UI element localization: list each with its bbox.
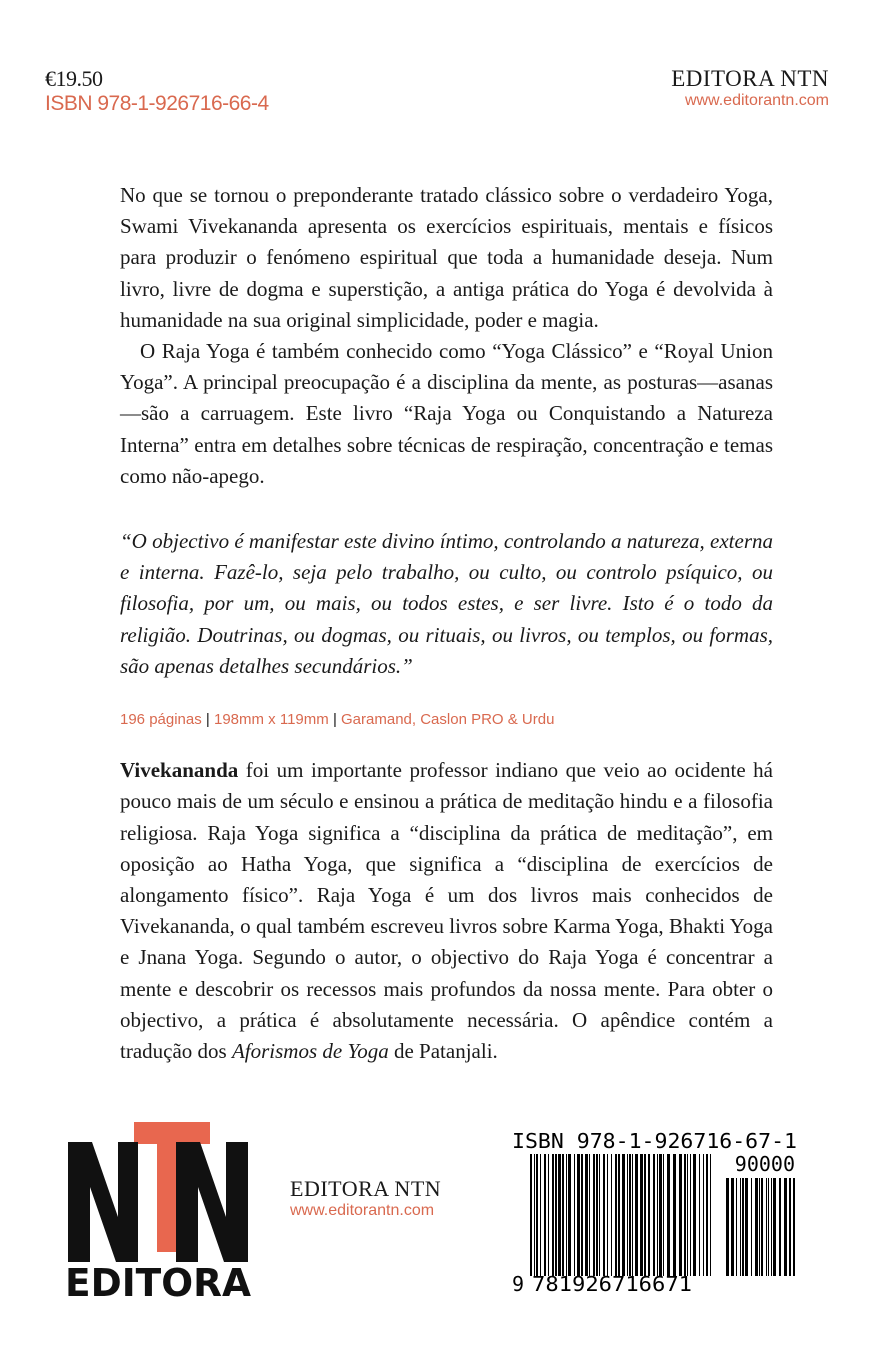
barcode-bar	[629, 1154, 631, 1276]
barcode-bar	[773, 1178, 776, 1276]
barcode-bar	[690, 1154, 691, 1276]
page-count: 196 páginas	[120, 711, 202, 729]
barcode-bars-addon	[726, 1178, 795, 1276]
barcode-bars-main	[530, 1154, 711, 1276]
isbn-barcode	[512, 1126, 802, 1296]
barcode-bar	[679, 1154, 682, 1276]
barcode-bar	[693, 1154, 696, 1276]
bio-text: foi um importante professor indiano que veio ao ocidente há pouco mais de um século e ensinou a prática de meditação hindu e a filosofia religiosa. Raja Yoga significa a “disciplina da prática de meditação”, em oposição ao Hatha Yoga, que significa a “disciplina de exercícios de alongamento físico”. Raja Yoga é um dos livros mais conhecidos de Vivekananda, o qual também escreveu livros sobre Karma Yoga, Bhakti Yoga e Jnana Yoga. Segundo o autor, o objectivo do Raja Yoga é concentrar a mente e descobrir os recessos mais profundos da nossa mente. Para obter o objectivo, a prática é absolutamente necessária. O apêndice contém a tradução dos	[120, 758, 773, 1064]
book-fonts: Garamand, Caslon PRO & Urdu	[341, 711, 555, 729]
barcode-bar	[540, 1154, 541, 1276]
author-name: Vivekananda	[120, 758, 239, 783]
barcode-bar	[566, 1154, 567, 1276]
barcode-bar	[603, 1154, 605, 1276]
barcode-first-digit: 9	[512, 1272, 525, 1296]
ntn-logo	[62, 1122, 252, 1297]
barcode-bar	[585, 1154, 588, 1276]
barcode-bar	[731, 1178, 734, 1276]
publisher-header	[671, 66, 829, 110]
barcode-bar	[740, 1178, 741, 1276]
barcode-bar	[742, 1178, 744, 1276]
barcode-bar	[544, 1154, 546, 1276]
barcode-bar	[745, 1178, 748, 1276]
synopsis-paragraph-2: O Raja Yoga é também conhecido como “Yoga Clássico” e “Royal Union Yoga”. A principal preocupação é a disciplina da mente, as posturas—asanas—são a carruagem. Este livro “Raja Yoga ou Conquistando a Natureza Interna” entra em detalhes sobre técnicas de respiração, concentração e temas como não-apego.	[120, 339, 773, 488]
quote: “O objectivo é manifestar este divino íntimo, controlando a natureza, externa e interna. Fazê-lo, seja pelo trabalho, ou culto, ou controlo psíquico, ou filosofia, por um, ou mais, ou todos estes, e ser livre. Isto é o todo da religião. Doutrinas, ou dogmas, ou rituais, ou livros, ou templos, ou formas, são apenas detalhes secundários.”	[120, 529, 773, 678]
barcode-bar	[793, 1178, 795, 1276]
barcode-bar	[768, 1178, 769, 1276]
barcode-bar	[673, 1154, 676, 1276]
barcode-bar	[611, 1154, 612, 1276]
barcode-bar	[761, 1178, 763, 1276]
barcode-bar	[687, 1154, 688, 1276]
barcode-bar	[644, 1154, 646, 1276]
svg-text:EDITORA: EDITORA	[65, 1261, 252, 1297]
barcode-bar	[622, 1154, 625, 1276]
barcode-bar	[607, 1154, 608, 1276]
publisher-name-footer: EDITORA NTN	[290, 1176, 442, 1201]
barcode-bar	[789, 1178, 791, 1276]
barcode-bar	[536, 1154, 538, 1276]
barcode-bar	[555, 1154, 557, 1276]
barcode-bar	[771, 1178, 772, 1276]
barcode-bar	[726, 1178, 729, 1276]
barcode-bar	[530, 1154, 532, 1276]
barcode-bar	[703, 1154, 704, 1276]
barcode-bar	[552, 1154, 554, 1276]
barcode-bar	[755, 1178, 758, 1276]
work-title: Aforismos de Yoga	[231, 1039, 389, 1064]
bio-text-end: de Patanjali.	[388, 1039, 498, 1064]
barcode-bar	[548, 1154, 549, 1276]
barcode-bar	[593, 1154, 595, 1276]
barcode-bar	[759, 1178, 760, 1276]
barcode-bar	[659, 1154, 662, 1276]
separator: |	[332, 711, 337, 729]
barcode-bar	[648, 1154, 650, 1276]
barcode-bar	[558, 1154, 561, 1276]
barcode-bar	[706, 1154, 708, 1276]
barcode-bar	[779, 1178, 781, 1276]
barcode-price-code: 90000	[734, 1152, 795, 1176]
barcode-bar	[653, 1154, 655, 1276]
barcode-bar	[599, 1154, 600, 1276]
barcode-bar	[640, 1154, 643, 1276]
barcode-bar	[736, 1178, 737, 1276]
barcode-bar	[766, 1178, 767, 1276]
publisher-url-footer: www.editorantn.com	[290, 1202, 435, 1219]
barcode-bar	[657, 1154, 658, 1276]
back-cover-text	[120, 180, 773, 1067]
barcode-bar	[589, 1154, 590, 1276]
barcode-bar	[618, 1154, 620, 1276]
book-specs	[120, 704, 773, 735]
price: €19.50	[45, 66, 103, 91]
barcode-bar	[577, 1154, 580, 1276]
barcode-bar	[684, 1154, 686, 1276]
book-size: 198mm x 119mm	[214, 711, 329, 729]
barcode-bar	[663, 1154, 664, 1276]
barcode-bar	[667, 1154, 670, 1276]
isbn-top: ISBN 978-1-926716-66-4	[45, 92, 269, 115]
publisher-url: www.editorantn.com	[684, 92, 829, 109]
barcode-bar	[596, 1154, 598, 1276]
barcode-bar	[568, 1154, 571, 1276]
barcode-bar	[751, 1178, 752, 1276]
publisher-name: EDITORA NTN	[671, 66, 829, 91]
barcode-digits: 781926716671	[532, 1272, 692, 1296]
synopsis-paragraph-1: No que se tornou o preponderante tratado clássico sobre o verdadeiro Yoga, Swami Vivekananda apresenta os exercícios espirituais, mentais e físicos para produzir o fenómeno espiritual que toda a humanidade deseja. Num livro, livre de dogma e superstição, a antiga prática do Yoga é devolvida à humanidade na sua original simplicidade, poder e magia.	[120, 183, 773, 332]
barcode-bar	[699, 1154, 700, 1276]
publisher-footer	[290, 1176, 441, 1220]
barcode-bar	[562, 1154, 564, 1276]
barcode-isbn-label: ISBN 978-1-926716-67-1	[512, 1129, 797, 1153]
barcode-bar	[635, 1154, 638, 1276]
barcode-bar	[574, 1154, 575, 1276]
barcode-bar	[784, 1178, 787, 1276]
barcode-bar	[710, 1154, 711, 1276]
barcode-bar	[615, 1154, 617, 1276]
barcode-bar	[581, 1154, 583, 1276]
barcode-bar	[632, 1154, 633, 1276]
barcode-bar	[627, 1154, 628, 1276]
barcode-bar	[534, 1154, 535, 1276]
author-bio	[120, 755, 773, 1067]
separator: |	[205, 711, 210, 729]
